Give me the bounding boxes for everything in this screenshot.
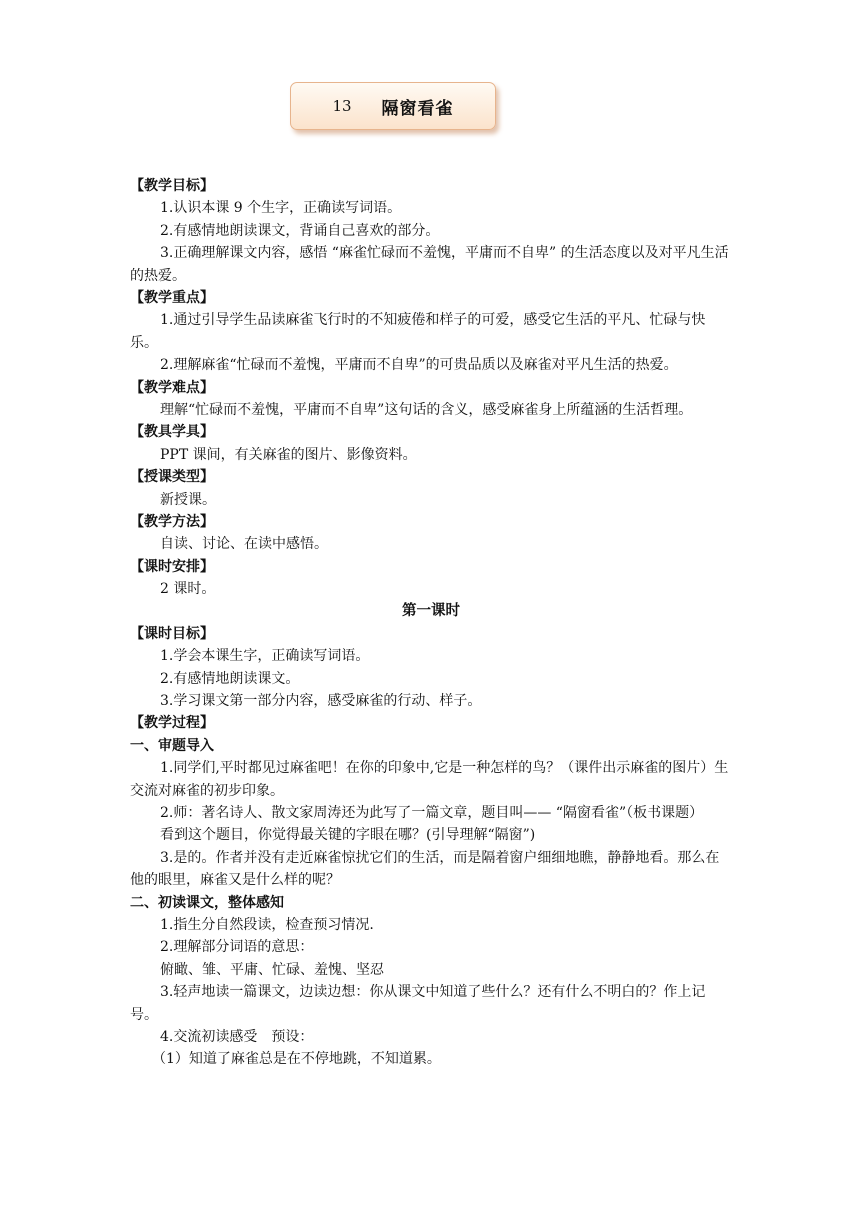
process-heading: 【教学过程】: [130, 715, 214, 732]
part2-item: （1）知道了麻雀总是在不停地跳，不知道累。: [152, 1051, 441, 1068]
period-goal-item: 3.学习课文第一部分内容，感受麻雀的行动、样子。: [160, 693, 482, 710]
part2-title: 二、初读课文，整体感知: [130, 894, 284, 911]
part1-item: 看到这个题目，你觉得最关键的字眼在哪？(引导理解“隔窗”): [160, 827, 536, 844]
tools-text: PPT 课间，有关麻雀的图片、影像资料。: [160, 446, 417, 463]
period-goal-item: 1.学会本课生字，正确读写词语。: [160, 648, 370, 665]
part2-item: 2.理解部分词语的意思：: [160, 939, 314, 956]
part2-item: 4.交流初读感受 预设：: [160, 1029, 314, 1046]
schedule-text: 2 课时。: [160, 581, 216, 598]
part1-title: 一、审题导入: [130, 737, 214, 754]
period-title: 第一课时: [402, 602, 460, 620]
goals-heading: 【教学目标】: [130, 178, 214, 194]
lesson-plan-body: [130, 175, 732, 1071]
goal-item: 1.认识本课 9 个生字，正确读写词语。: [160, 200, 402, 217]
key-item: 1.通过引导学生品读麻雀飞行时的不知疲倦和样子的可爱，感受它生活的平凡、忙碌与快乐。: [130, 312, 706, 351]
lesson-title-box: [290, 82, 496, 130]
period-goal-item: 2.有感情地朗读课文。: [160, 670, 300, 687]
key-heading: 【教学重点】: [130, 289, 214, 306]
method-heading: 【教学方法】: [130, 513, 214, 530]
tools-heading: 【教具学具】: [130, 424, 214, 441]
type-text: 新授课。: [160, 491, 216, 508]
part2-item: 1.指生分自然段读，检查预习情况.: [160, 917, 374, 934]
part1-item: 2.师：著名诗人、散文家周涛还为此写了一篇文章，题目叫—— “隔窗看雀”（板书课题）: [160, 805, 704, 822]
part2-item: 3.轻声地读一篇课文，边读边想：你从课文中知道了些什么？还有什么不明白的？作上记号。: [130, 984, 706, 1023]
goal-item: 3.正确理解课文内容，感悟 “麻雀忙碌而不羞愧，平庸而不自卑” 的生活态度以及对平凡生活的热爱。: [130, 245, 729, 284]
method-text: 自读、讨论、在读中感悟。: [160, 536, 328, 553]
period-goals-heading: 【课时目标】: [130, 625, 214, 642]
type-heading: 【授课类型】: [130, 469, 214, 486]
part1-item: 1.同学们,平时都见过麻雀吧！在你的印象中,它是一种怎样的鸟？（课件出示麻雀的图片）生交流对麻雀的初步印象。: [130, 760, 729, 799]
key-item: 2.理解麻雀“忙碌而不羞愧，平庸而不自卑”的可贵品质以及麻雀对平凡生活的热爱。: [160, 357, 678, 374]
goal-item: 2.有感情地朗读课文，背诵自己喜欢的部分。: [160, 222, 440, 239]
schedule-heading: 【课时安排】: [130, 558, 214, 575]
lesson-title: 隔窗看雀: [381, 98, 454, 119]
lesson-number: 13: [332, 97, 352, 115]
difficulty-text: 理解“忙碌而不羞愧，平庸而不自卑”这句话的含义，感受麻雀身上所蕴涵的生活哲理。: [160, 401, 693, 418]
difficulty-heading: 【教学难点】: [130, 379, 214, 396]
part1-item: 3.是的。作者并没有走近麻雀惊扰它们的生活，而是隔着窗户细细地瞧，静静地看。那么在他的眼里，麻雀又是什么样的呢？: [130, 849, 720, 889]
part2-item: 俯瞰、雏、平庸、忙碌、羞愧、坚忍: [160, 961, 384, 978]
